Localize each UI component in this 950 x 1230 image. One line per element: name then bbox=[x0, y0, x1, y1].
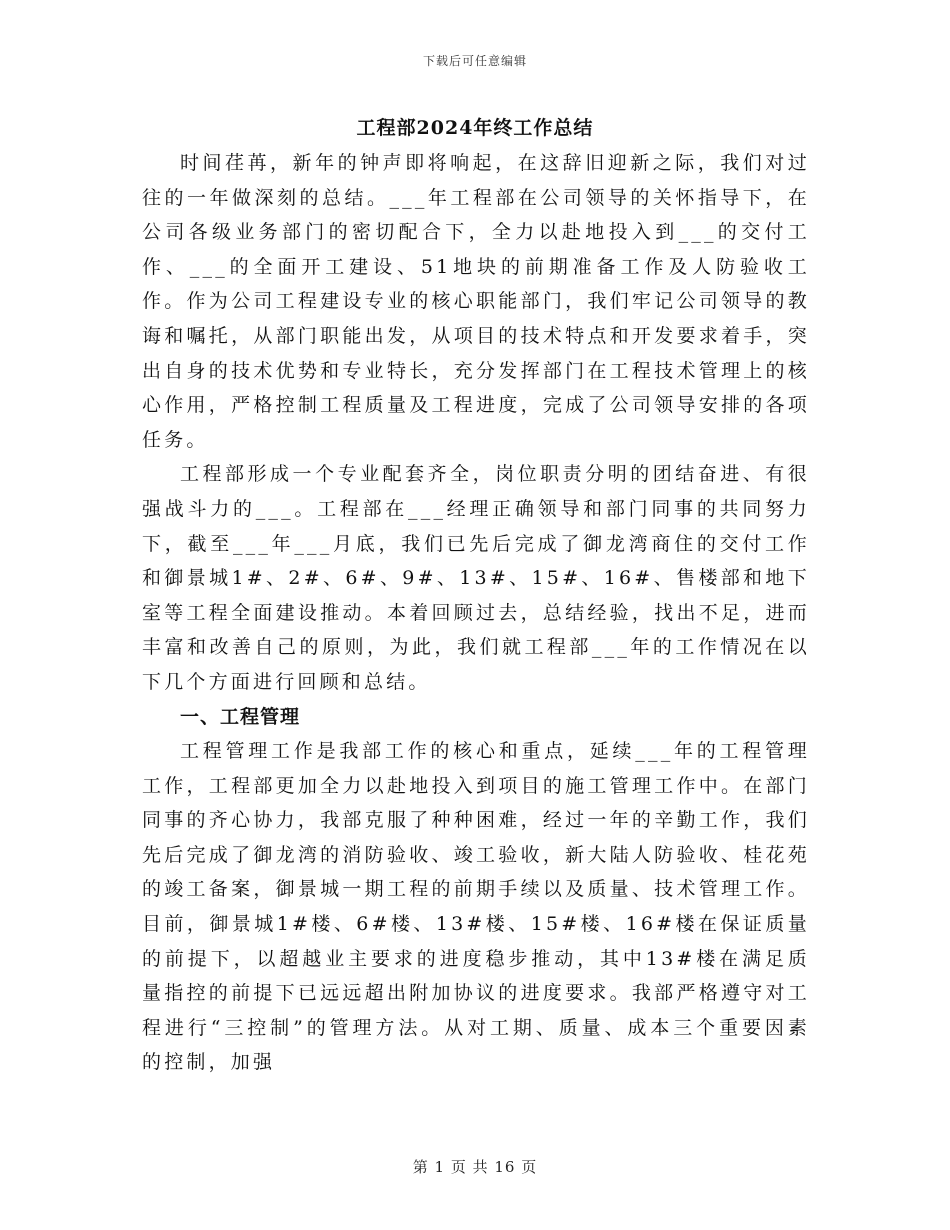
header-note: 下载后可任意编辑 bbox=[422, 54, 527, 68]
document-body bbox=[142, 146, 810, 1080]
paragraph: 时间荏苒，新年的钟声即将响起，在这辞旧迎新之际，我们对过往的一年做深刻的总结。___年工程部在公司领导的关怀指导下，在公司各级业务部门的密切配合下，全力以赴地投入到___的交付工作、___的全面开工建设、51地块的前期准备工作及人防验收工作。作为公司工程建设专业的核心职能部门，我们牢记公司领导的教诲和嘱托，从部门职能出发，从项目的技术特点和开发要求着手，突出自身的技术优势和专业特长，充分发挥部门在工程技术管理上的核心作用，严格控制工程质量及工程进度，完成了公司领导安排的各项任务。 bbox=[142, 152, 810, 451]
document-title: 工程部2024年终工作总结 bbox=[356, 117, 594, 139]
paragraph: 工程部形成一个专业配套齐全，岗位职责分明的团结奋进、有很强战斗力的___。工程部在___经理正确领导和部门同事的共同努力下，截至___年___月底，我们已先后完成了御龙湾商住的交付工作和御景城1#、2#、6#、9#、13#、15#、16#、售楼部和地下室等工程全面建设推动。本着回顾过去，总结经验，找出不足，进而丰富和改善自己的原则，为此，我们就工程部___年的工作情况在以下几个方面进行回顾和总结。 bbox=[142, 463, 810, 693]
section-heading: 一、工程管理 bbox=[180, 705, 301, 728]
page-footer: 第 1 页 共 16 页 bbox=[412, 1158, 538, 1176]
paragraph: 工程管理工作是我部工作的核心和重点，延续___年的工程管理工作，工程部更加全力以赴地投入到项目的施工管理工作中。在部门同事的齐心协力，我部克服了种种困难，经过一年的辛勤工作，我们先后完成了御龙湾的消防验收、竣工验收，新大陆人防验收、桂花苑的竣工备案，御景城一期工程的前期手续以及质量、技术管理工作。目前，御景城1#楼、6#楼、13#楼、15#楼、16#楼在保证质量的前提下，以超越业主要求的进度稳步推动，其中13#楼在满足质量指控的前提下已远远超出附加协议的进度要求。我部严格遵守对工程进行“三控制”的管理方法。从对工期、质量、成本三个重要因素的控制，加强 bbox=[142, 740, 810, 1074]
